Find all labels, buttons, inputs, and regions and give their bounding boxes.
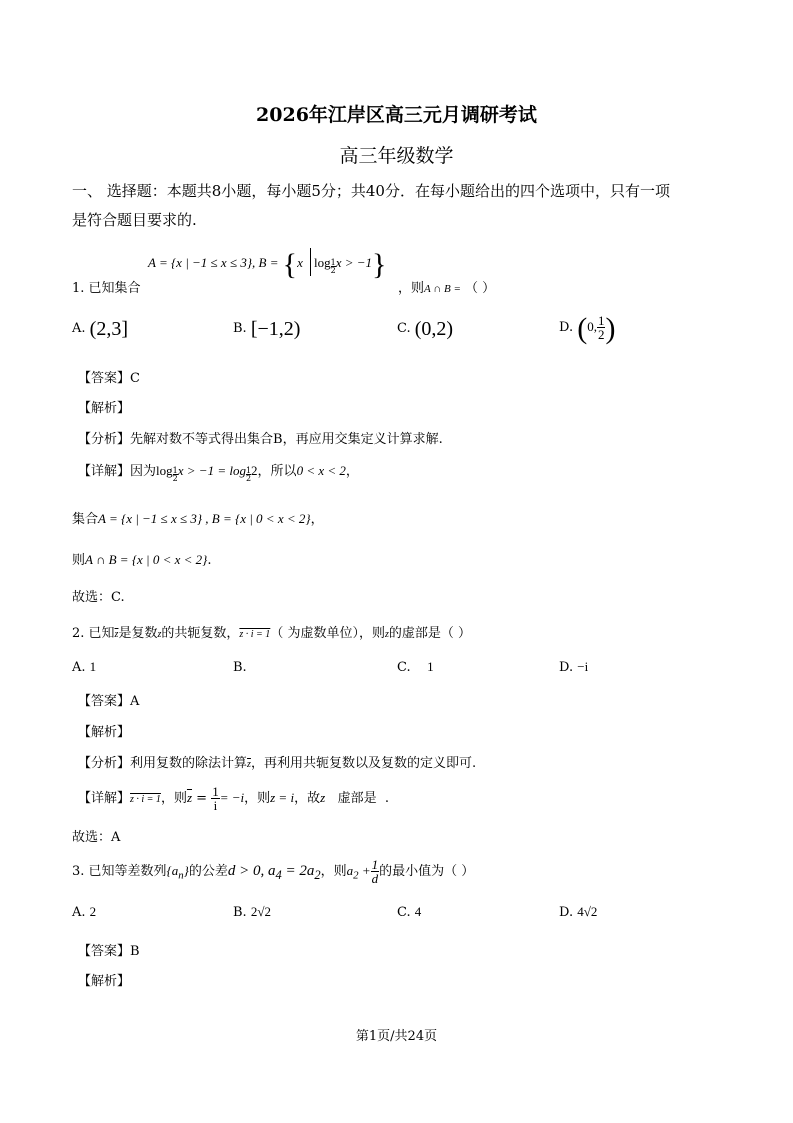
q2-analysis-tag: 【解析】 bbox=[78, 725, 131, 740]
q3-stem: 3. 已知等差数列$\{a_n\}$的公差d > 0, $a_4 = 2a_2$，则$a_2$ + $\frac{1}{d}$ 的最小值为（ ） bbox=[72, 857, 475, 886]
exam-subtitle: 高三年级数学 bbox=[339, 145, 454, 167]
q1-detail-line1: 【详解】因为log $\frac{1}{2}x > -1 = \log$ $\frac{1}{2}2$，所以0 < x < 2， bbox=[78, 463, 359, 483]
q3-option-c: C. 4 bbox=[397, 904, 422, 920]
q2-option-d: D. −i bbox=[559, 659, 589, 675]
q2-option-b: B. bbox=[233, 660, 247, 675]
q1-option-d: D. (0, $\frac{1}{2}$ ) bbox=[559, 312, 616, 345]
q1-choose: 故选：C. bbox=[72, 590, 125, 605]
q1-option-b: B. [−1,2) bbox=[233, 318, 301, 340]
page-number: 第1页/共24页 bbox=[355, 1029, 438, 1044]
section-heading-line2: 是符合题目要求的. bbox=[72, 211, 197, 229]
section-heading-line1: 一、 选择题：本题共8小题，每小题5分；共40分．在每小题给出的四个选项中，只有一项 bbox=[72, 182, 670, 200]
q2-fenxi: 【分析】利用复数的除法计算$\overline{z}$，再利用共轭复数以及复数的定义即可. bbox=[78, 756, 477, 771]
q1-stem: 1. 已知集合 bbox=[72, 281, 141, 296]
q2-detail: 【详解】z · i = 1，则$\overline{z}$ = $\frac{1}{i}$ = −i，则z = i，故z 虚部是 . bbox=[78, 784, 389, 813]
q3-option-a: A. 2 bbox=[72, 904, 97, 920]
q1-analysis-tag: 【解析】 bbox=[78, 401, 131, 416]
q2-stem: 2. 已知$\overline{z}$是复数z的共轭复数，z · i = 1（ 为虚数单位），则z的虚部是（ ） bbox=[72, 626, 471, 641]
q2-option-a: A. 1 bbox=[72, 659, 97, 675]
q1-fenxi: 【分析】先解对数不等式得出集合B，再应用交集定义计算求解. bbox=[78, 432, 443, 447]
q1-option-c: C. (0,2) bbox=[397, 318, 454, 340]
q3-answer: 【答案】B bbox=[78, 944, 140, 959]
q3-analysis-tag: 【解析】 bbox=[78, 974, 131, 989]
q1-detail-line2: 集合A = {x | −1 ≤ x ≤ 3} , B = {x | 0 < x < 2}， bbox=[72, 511, 324, 527]
q3-option-d: D. 4√2 bbox=[559, 904, 598, 920]
q2-answer: 【答案】A bbox=[78, 694, 140, 709]
exam-title: 2026年江岸区高三元月调研考试 bbox=[256, 104, 537, 126]
q1-answer: 【答案】C bbox=[78, 371, 140, 386]
q2-choose: 故选：A bbox=[72, 830, 121, 845]
q1-detail-line3: 则A ∩ B = {x | 0 < x < 2}. bbox=[72, 552, 212, 568]
q1-stem-end: ，则A ∩ B = （ ） bbox=[398, 281, 496, 296]
q3-option-b: B. 2√2 bbox=[233, 904, 271, 920]
q2-option-c: C. 1 bbox=[397, 659, 434, 675]
q1-option-a: A. (2,3] bbox=[72, 318, 128, 340]
q1-set-expression: A = {x | −1 ≤ x ≤ 3}, B = {x log $\frac{1}{2}x > -1$} bbox=[148, 248, 387, 281]
